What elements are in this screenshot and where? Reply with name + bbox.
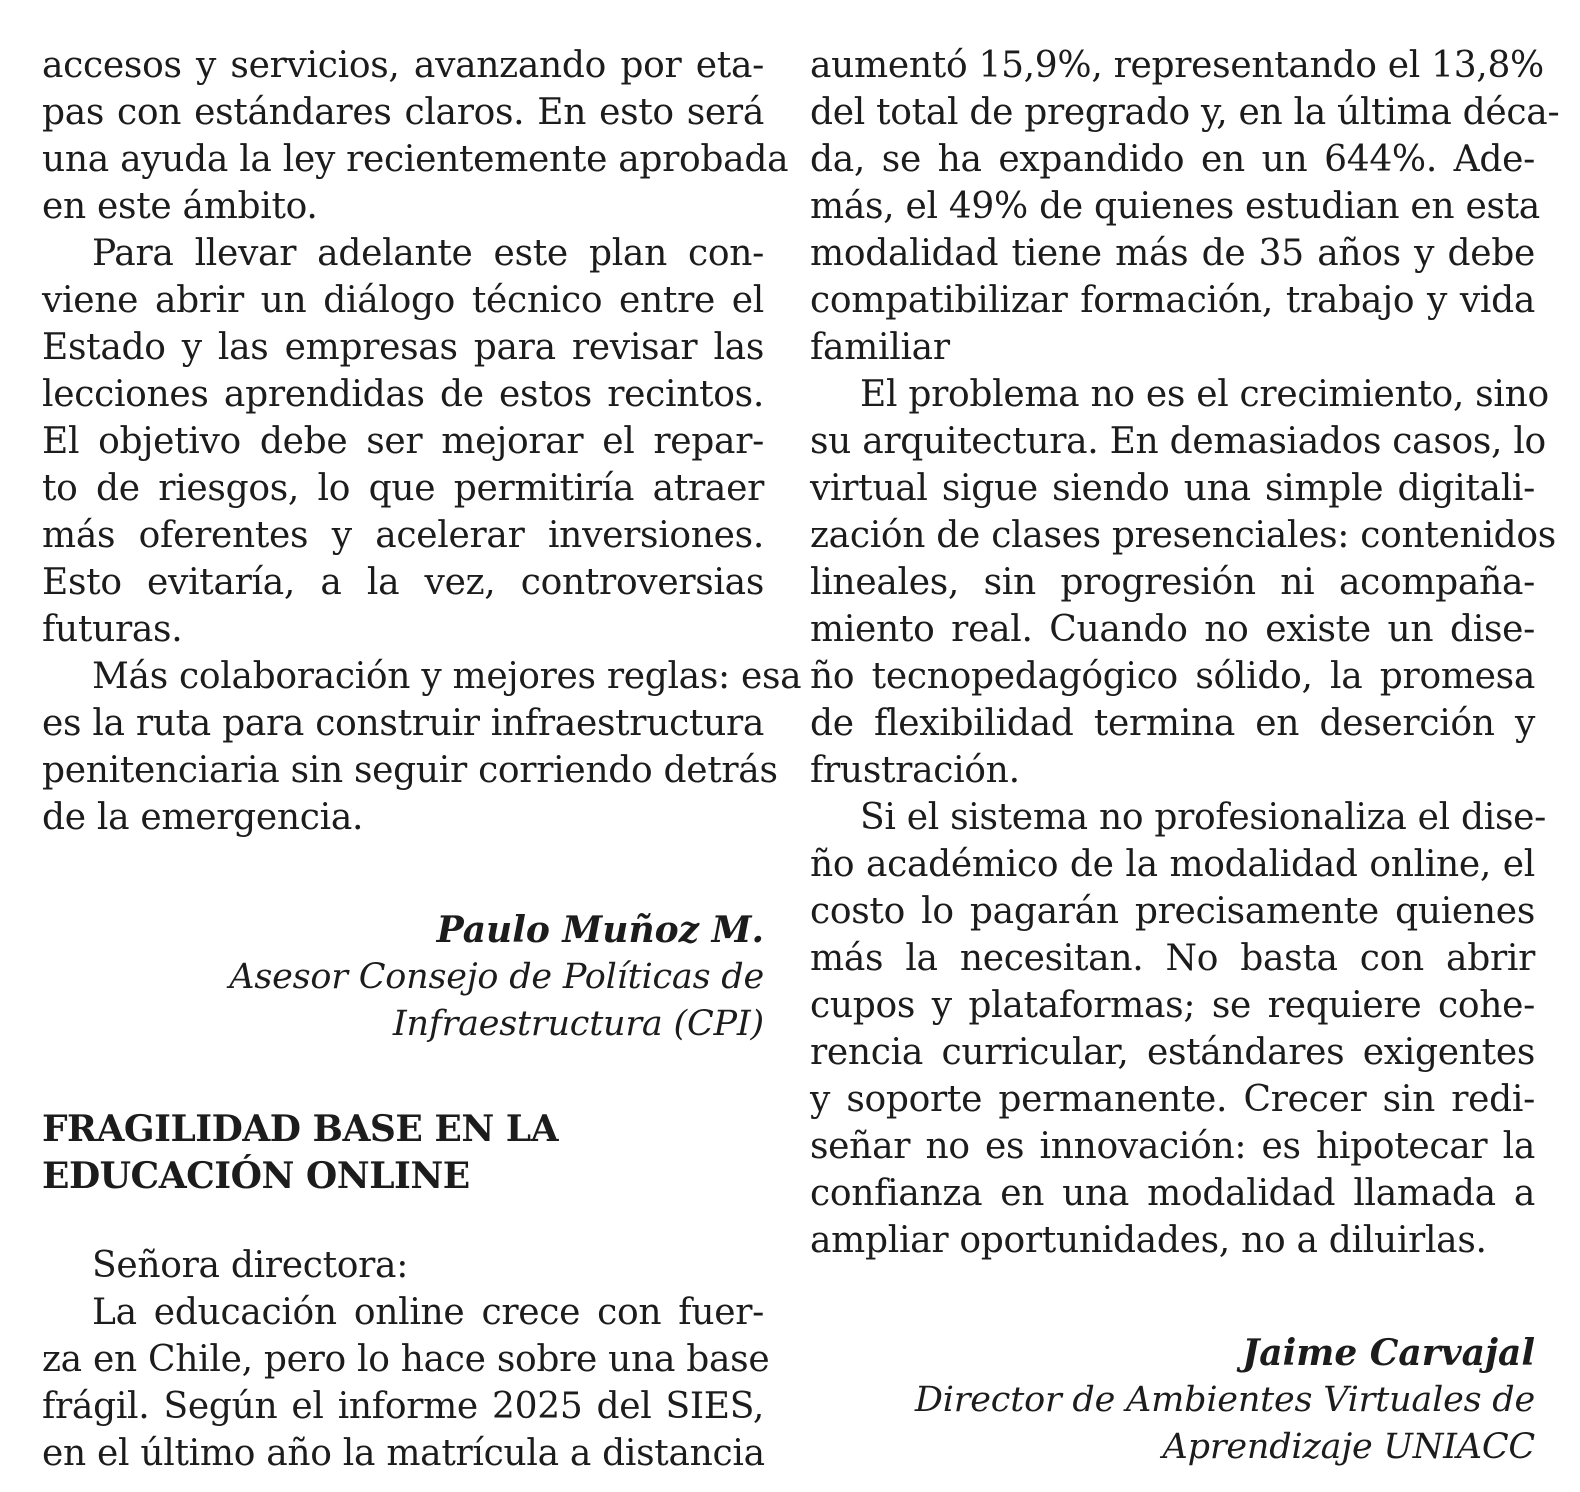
paragraph-collaboration — [42, 653, 802, 841]
text-line: compatibilizar formación, trabajo y vida — [810, 280, 1535, 321]
text-line: penitenciaria sin seguir corriendo detrás — [42, 750, 778, 791]
text-line: confianza en una modalidad llamada a — [810, 1173, 1535, 1214]
text-line: lecciones aprendidas de estos recintos. — [42, 374, 764, 415]
text-line: cupos y plataformas; se requiere cohe- — [810, 985, 1535, 1026]
text-line: costo lo pagarán precisamente quienes — [810, 891, 1535, 932]
text-line: y soporte permanente. Crecer sin redi- — [810, 1079, 1535, 1120]
text-line: zación de clases presenciales: contenidos — [810, 515, 1556, 556]
text-line: señar no es innovación: es hipotecar la — [810, 1126, 1535, 1167]
paragraph-online-education — [42, 1289, 770, 1477]
text-line: ño tecnopedagógico sólido, la promesa — [810, 656, 1535, 697]
letter-headline — [42, 1106, 764, 1200]
text-line: su arquitectura. En demasiados casos, lo — [810, 421, 1546, 462]
text-line: de la emergencia. — [42, 797, 364, 838]
left-column — [42, 42, 802, 1477]
text-line: La educación online crece con fuer- — [92, 1292, 764, 1333]
text-line: más, el 49% de quienes estudian en esta — [810, 186, 1540, 227]
text-line: ampliar oportunidades, no a diluirlas. — [810, 1220, 1487, 1261]
text-line: más oferentes y acelerar inversiones. — [42, 515, 764, 556]
text-line: Más colaboración y mejores reglas: esa — [92, 656, 802, 697]
author-role-line: Infraestructura (CPI) — [392, 1004, 764, 1044]
text-line: to de riesgos, lo que permitiría atraer — [42, 468, 764, 509]
text-line: frágil. Según el informe 2025 del SIES, — [42, 1386, 764, 1427]
author-role-line: Asesor Consejo de Políticas de — [229, 957, 764, 997]
text-line: rencia curricular, estándares exigentes — [810, 1032, 1535, 1073]
author-role-line: Director de Ambientes Virtuales de — [914, 1380, 1535, 1420]
text-line: accesos y servicios, avanzando por eta- — [42, 45, 764, 86]
text-line: del total de pregrado y, en la última déca- — [810, 92, 1560, 133]
text-line: es la ruta para construir infraestructura — [42, 703, 765, 744]
paragraph-architecture — [810, 371, 1556, 794]
text-line: modalidad tiene más de 35 años y debe — [810, 233, 1535, 274]
text-line: za en Chile, pero lo hace sobre una base — [42, 1339, 770, 1380]
paragraph-enrollment-stats — [810, 42, 1560, 371]
text-line: aumentó 15,9%, representando el 13,8% — [810, 45, 1544, 86]
text-line: da, se ha expandido en un 644%. Ade- — [810, 139, 1535, 180]
headline-line: FRAGILIDAD BASE EN LA — [42, 1108, 558, 1150]
text-line: familiar — [810, 327, 950, 368]
text-line: pas con estándares claros. En esto será — [42, 92, 764, 133]
text-line: El objetivo debe ser mejorar el repar- — [42, 421, 764, 462]
headline-line: EDUCACIÓN ONLINE — [42, 1155, 470, 1197]
text-line: ño académico de la modalidad online, el — [810, 844, 1535, 885]
author-name: Paulo Muñoz M. — [436, 909, 764, 951]
text-line: Para llevar adelante este plan con- — [92, 233, 764, 274]
text-line: una ayuda la ley recientemente aprobada — [42, 139, 789, 180]
author-role-line: Aprendizaje UNIACC — [1162, 1427, 1535, 1467]
signature-block-1 — [42, 907, 764, 1048]
text-line: viene abrir un diálogo técnico entre el — [42, 280, 764, 321]
text-line: lineales, sin progresión ni acompaña- — [810, 562, 1535, 603]
text-line: El problema no es el crecimiento, sino — [860, 374, 1549, 415]
paragraph-dialogue — [42, 230, 764, 653]
text-line: en el último año la matrícula a distancia — [42, 1433, 765, 1474]
text-line: futuras. — [42, 609, 183, 650]
text-line: Si el sistema no profesionaliza el dise- — [860, 797, 1546, 838]
text-line: Estado y las empresas para revisar las — [42, 327, 764, 368]
text-line: virtual sigue siendo una simple digitali- — [810, 468, 1535, 509]
text-line: de flexibilidad termina en deserción y — [810, 703, 1535, 744]
text-line: frustración. — [810, 750, 1020, 791]
author-name: Jaime Carvajal — [1242, 1332, 1535, 1374]
right-column — [810, 42, 1560, 1471]
paragraph-infrastructure-end — [42, 42, 789, 230]
text-line: Esto evitaría, a la vez, controversias — [42, 562, 764, 603]
signature-block-2 — [810, 1330, 1535, 1471]
text-line: miento real. Cuando no existe un dise- — [810, 609, 1535, 650]
text-line: en este ámbito. — [42, 186, 318, 227]
salutation: Señora directora: — [92, 1245, 409, 1286]
text-line: más la necesitan. No basta con abrir — [810, 938, 1535, 979]
paragraph-professionalize — [810, 794, 1546, 1264]
